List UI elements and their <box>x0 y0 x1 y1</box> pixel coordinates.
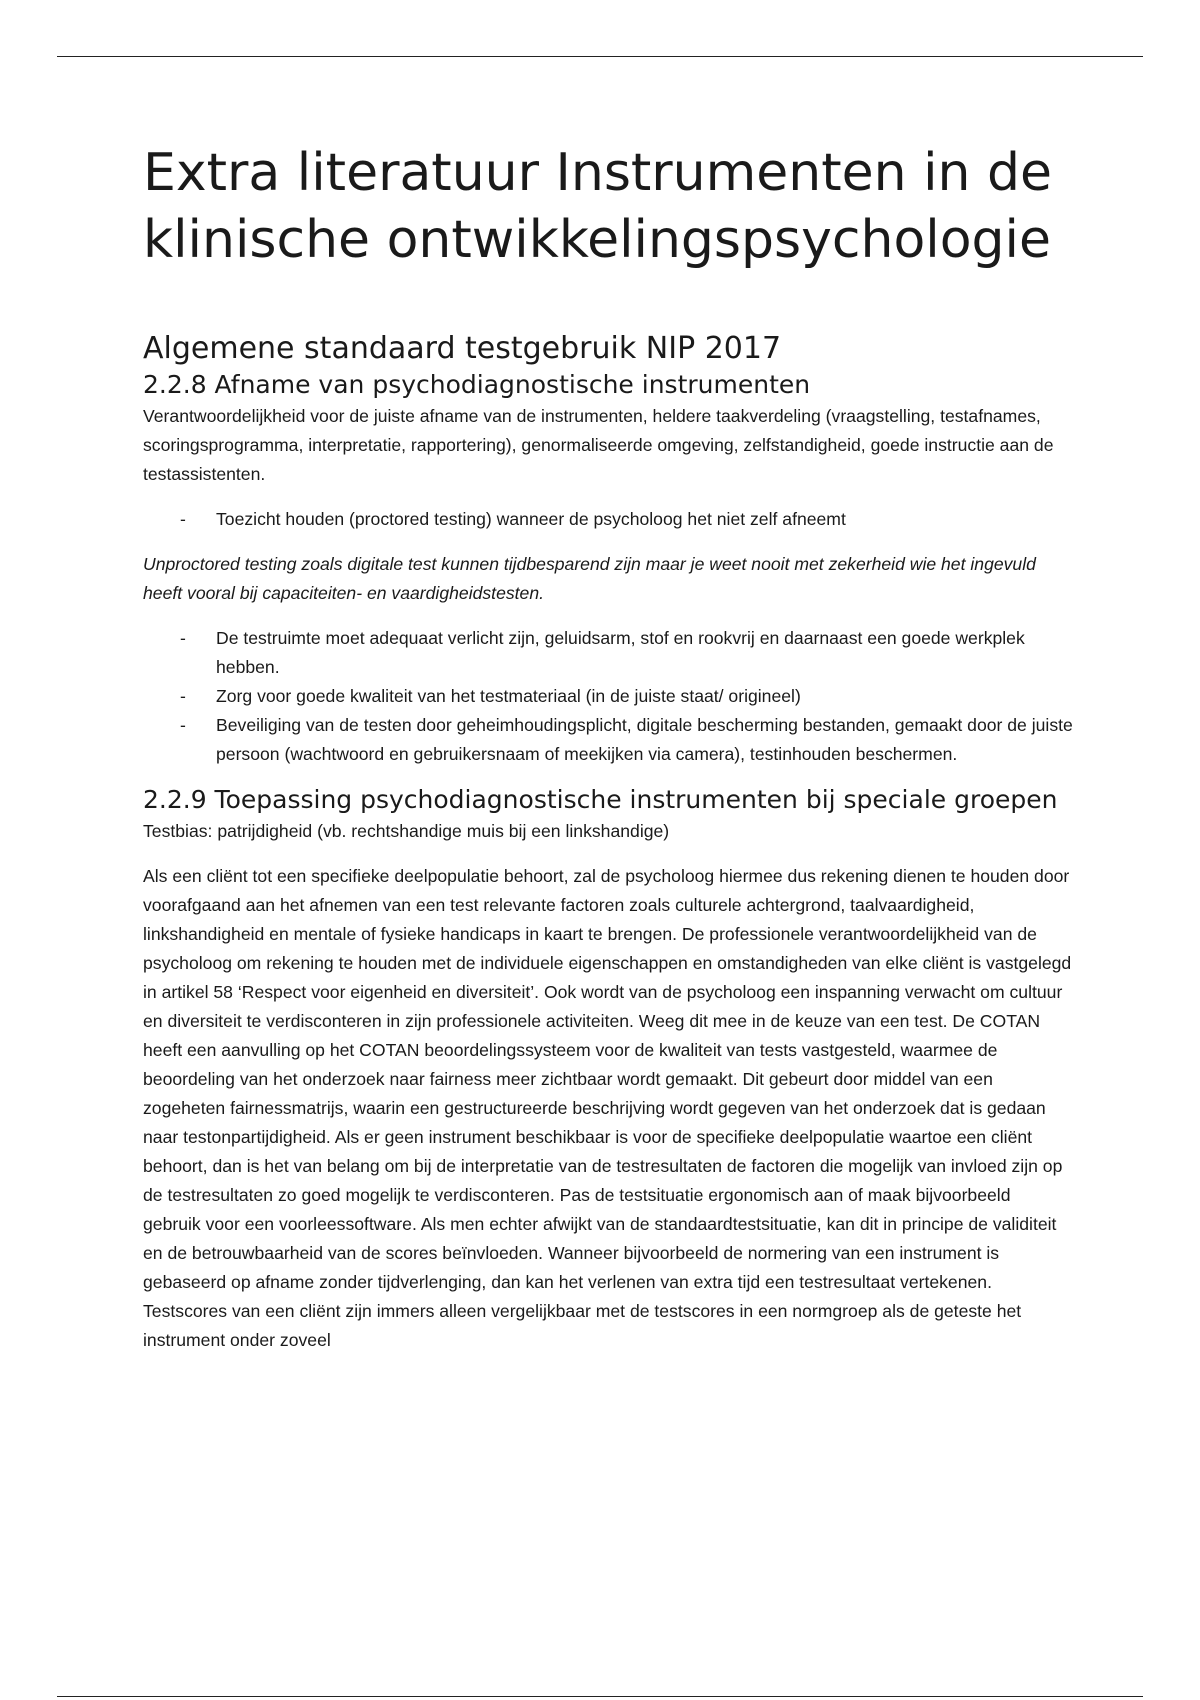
top-rule <box>57 56 1143 57</box>
intro-paragraph: Verantwoordelijkheid voor de juiste afname van de instrumenten, heldere taakverdeling (vraagstelling, testafnames, scoringsprogramma, interpretatie, rapportering), genormaliseerde omgeving, zelfstandigheid, goede instructie aan de testassistenten. <box>143 406 1054 484</box>
list-item <box>143 505 1073 534</box>
bullet-marker: - <box>180 509 186 529</box>
bottom-rule <box>57 1696 1143 1697</box>
document-page <box>143 140 1073 1355</box>
section-heading: Algemene standaard testgebruik NIP 2017 <box>143 331 782 366</box>
list-item-text: De testruimte moet adequaat verlicht zijn, geluidsarm, stof en rookvrij en daarnaast een goede werkplek hebben. <box>216 628 1025 677</box>
document-title: Extra literatuur Instrumenten in de klinische ontwikkelingspsychologie <box>143 143 1053 270</box>
subsection-heading-229: 2.2.9 Toepassing psychodiagnostische instrumenten bij speciale groepen <box>143 785 1058 814</box>
list-item-text: Toezicht houden (proctored testing) wanneer de psycholoog het niet zelf afneemt <box>216 509 846 529</box>
list-item <box>143 711 1073 769</box>
subsection-heading-228: 2.2.8 Afname van psychodiagnostische instrumenten <box>143 370 811 399</box>
list-item <box>143 624 1073 682</box>
bullet-list-a <box>143 505 1073 534</box>
body-paragraph: Als een cliënt tot een specifieke deelpopulatie behoort, zal de psycholoog hiermee dus rekening dienen te houden door voorafgaand aan het afnemen van een test relevante factoren zoals culturele achtergrond, taalvaardigheid, linkshandigheid en mentale of fysieke handicaps in kaart te brengen. De professionele verantwoordelijkheid van de psycholoog om rekening te houden met de individuele eigenschappen en omstandigheden van elke cliënt is vastgelegd in artikel 58 ‘Respect voor eigenheid en diversiteit’. Ook wordt van de psycholoog een inspanning verwacht om cultuur en diversiteit te verdisconteren in zijn professionele activiteiten. Weeg dit mee in de keuze van een test. De COTAN heeft een aanvulling op het COTAN beoordelingssysteem voor de kwaliteit van tests vastgesteld, waarmee de beoordeling van het onderzoek naar fairness meer zichtbaar wordt gemaakt. Dit gebeurt door middel van een zogeheten fairnessmatrijs, waarin een gestructureerde beschrijving wordt gegeven van het onderzoek dat is gedaan naar testonpartijdigheid. Als er geen instrument beschikbaar is voor de specifieke deelpopulatie waartoe een cliënt behoort, dan is het van belang om bij de interpretatie van de testresultaten de factoren die mogelijk van invloed zijn op de testresultaten zo goed mogelijk te verdisconteren. Pas de testsituatie ergonomisch aan of maak bijvoorbeeld gebruik voor een voorleessoftware. Als men echter afwijkt van de standaardtestsituatie, kan dit in principe de validiteit en de betrouwbaarheid van de scores beïnvloeden. Wanneer bijvoorbeeld de normering van een instrument is gebaseerd op afname zonder tijdverlenging, dan kan het verlenen van extra tijd een testresultaat vertekenen. Testscores van een cliënt zijn immers alleen vergelijkbaar met de testscores in een normgroep als de geteste het instrument onder zoveel <box>143 866 1072 1350</box>
list-item-text: Beveiliging van de testen door geheimhoudingsplicht, digitale bescherming bestanden, gemaakt door de juiste persoon (wachtwoord en gebruikersnaam of meekijken via camera), testinhouden beschermen. <box>216 715 1073 764</box>
bullet-list-b <box>143 624 1073 769</box>
bullet-marker: - <box>180 628 186 648</box>
bullet-marker: - <box>180 686 186 706</box>
list-item <box>143 682 1073 711</box>
testbias-paragraph: Testbias: patrijdigheid (vb. rechtshandige muis bij een linkshandige) <box>143 821 670 841</box>
italic-note: Unproctored testing zoals digitale test kunnen tijdbesparend zijn maar je weet nooit met zekerheid wie het ingevuld heeft vooral bij capaciteiten- en vaardigheidstesten. <box>143 554 1036 603</box>
bullet-marker: - <box>180 715 186 735</box>
list-item-text: Zorg voor goede kwaliteit van het testmateriaal (in de juiste staat/ origineel) <box>216 686 801 706</box>
